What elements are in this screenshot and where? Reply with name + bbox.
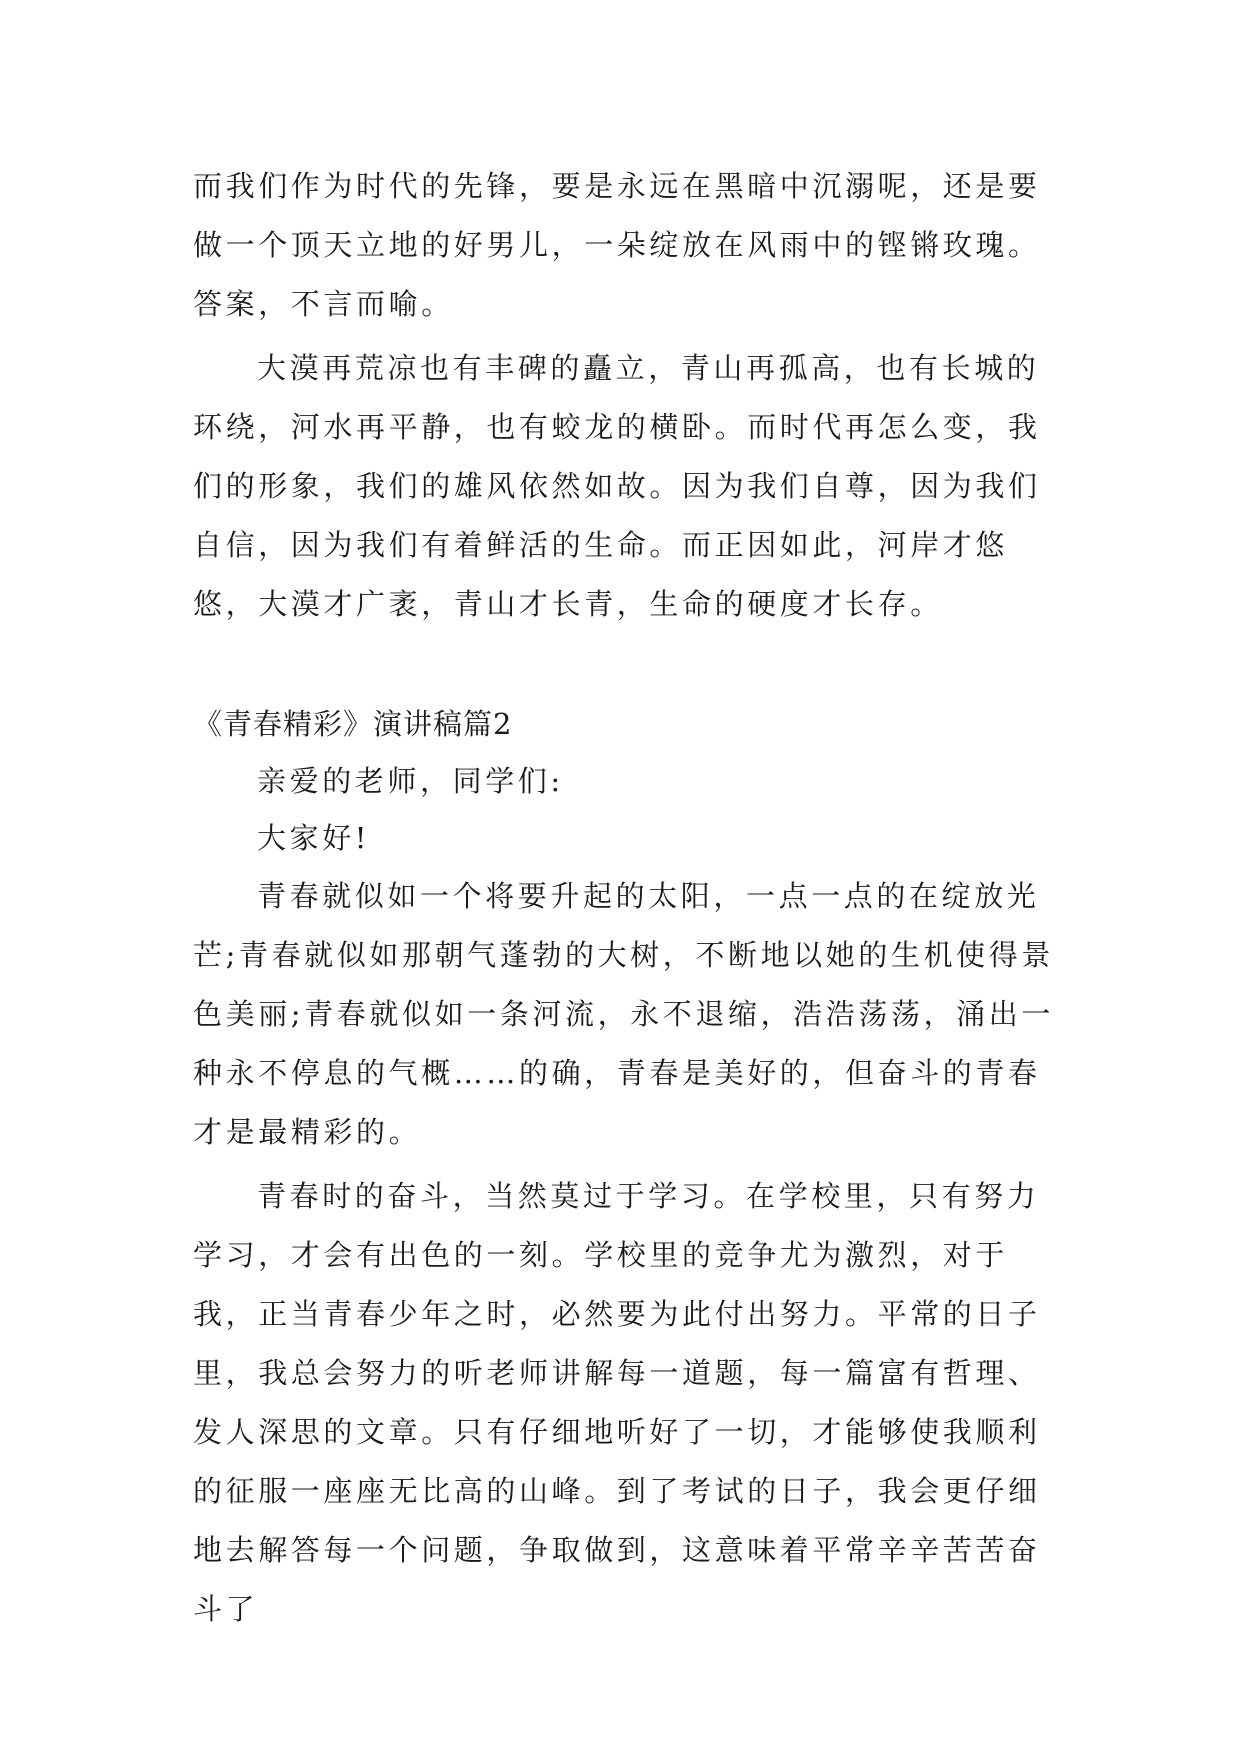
greeting-line: 亲爱的老师，同学们: (257, 764, 564, 798)
section-gap (193, 639, 1063, 696)
document-body (193, 157, 1063, 1644)
paragraph-conclusion: 而我们作为时代的先锋，要是永远在黑暗中沉溺呢，还是要做一个顶天立地的好男儿，一朵绽放在风雨中的铿锵玫瑰。答案，不言而喻。 (193, 169, 1041, 321)
hello-line: 大家好! (257, 821, 371, 855)
section-title: 《青春精彩》演讲稿篇2 (193, 707, 513, 741)
paragraph-youth-study: 青春时的奋斗，当然莫过于学习。在学校里，只有努力学习，才会有出色的一刻。学校里的竞争尤为激烈，对于我，正当青春少年之时，必然要为此付出努力。平常的日子里，我总会努力的听老师讲解每一道题，每一篇富有哲理、发人深思的文章。只有仔细地听好了一切，才能够使我顺利的征服一座座无比高的山峰。到了考试的日子，我会更仔细地去解答每一个问题，争取做到，这意味着平常辛辛苦苦奋斗了 (193, 1179, 1041, 1626)
paragraph-desert-mountains: 大漠再荒凉也有丰碑的矗立，青山再孤高，也有长城的环绕，河水再平静，也有蛟龙的横卧。而时代再怎么变，我们的形象，我们的雄风依然如故。因为我们自尊，因为我们自信，因为我们有着鲜活的生命。而正因如此，河岸才悠悠，大漠才广袤，青山才长青，生命的硬度才长存。 (193, 351, 1041, 621)
paragraph-youth-metaphors: 青春就似如一个将要升起的太阳，一点一点的在绽放光芒;青春就似如那朝气蓬勃的大树，不断地以她的生机使得景色美丽;青春就似如一条河流，永不退缩，浩浩荡荡，涌出一种永不停息的气概……的确，青春是美好的，但奋斗的青春才是最精彩的。 (193, 879, 1054, 1149)
